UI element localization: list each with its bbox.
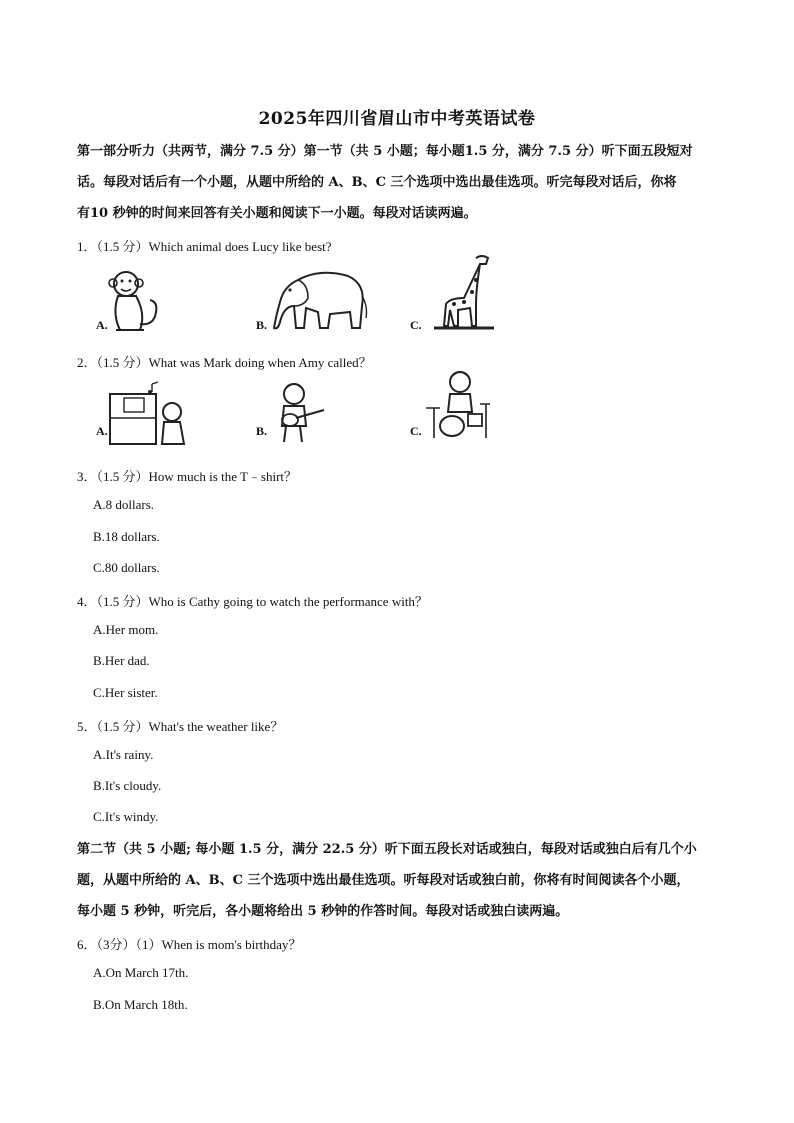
elephant-icon [270,266,370,338]
question-1-pictures [92,262,532,342]
option-a[interactable]: A.On March 17th. [93,965,189,980]
part1-instructions [77,136,717,229]
option-b[interactable]: B.It's cloudy. [93,778,162,793]
option-a[interactable]: A.It's rainy. [93,747,154,762]
part1-line: 话。每段对话后有一个小题，从题中所给的 A、B、C 三个选项中选出最佳选项。听完每段对话后，你将 [77,175,677,190]
option-b[interactable]: B.18 dollars. [93,529,160,544]
exam-title: 2025年四川省眉山市中考英语试卷 [258,109,536,129]
question-2-pictures [92,378,532,458]
option-letter: B. [256,318,268,332]
option-a[interactable]: A.Her mom. [93,622,159,637]
part2-instructions [77,834,717,927]
option-b-picture[interactable] [252,262,372,342]
question-1: 1．（1.5 分）Which animal does Lucy like best? [77,239,332,254]
option-a[interactable]: A.8 dollars. [93,497,155,512]
drummer-icon [422,368,492,440]
part1-line: 有10 秒钟的时间来回答有关小题和阅读下一小题。每段对话读两遍。 [77,206,477,221]
option-c-picture[interactable] [408,368,518,448]
option-b[interactable]: B.On March 18th. [93,997,188,1012]
part2-line: 每小题 5 秒钟，听完后，各小题将给出 5 秒钟的作答时间。每段对话或独白读两遍。 [77,904,569,919]
piano-player-icon [108,380,194,446]
part2-line: 第二节（共 5 小题; 每小题 1.5 分，满分 22.5 分）听下面五段长对话或独白，每段对话或独白后有几个小 [77,842,697,857]
option-a-picture[interactable] [92,262,182,342]
part1-line: 第一部分听力（共两节，满分 7.5 分）第一节（共 5 小题；每小题1.5 分，满分 7.5 分）听下面五段短对 [77,144,693,159]
part2-line: 题，从题中所给的 A、B、C 三个选项中选出最佳选项。听每段对话或独白前，你将有时间阅读各个小题， [77,873,690,888]
giraffe-icon [424,252,504,332]
option-a-picture[interactable] [92,378,202,448]
option-b-picture[interactable] [252,378,362,448]
monkey-icon [106,264,176,336]
option-b[interactable]: B.Her dad. [93,653,150,668]
question-5: 5．（1.5 分）What's the weather like？ [77,719,284,734]
option-letter: A. [96,424,108,438]
option-letter: C. [410,424,422,438]
option-c[interactable]: C.80 dollars. [93,560,160,575]
option-c[interactable]: C.Her sister. [93,685,158,700]
option-letter: B. [256,424,268,438]
guitar-player-icon [268,380,338,446]
question-2: 2．（1.5 分）What was Mark doing when Amy called？ [77,355,372,370]
option-c[interactable]: C.It's windy. [93,809,159,824]
option-c-picture[interactable] [408,252,508,342]
question-4: 4．（1.5 分）Who is Cathy going to watch the performance with？ [77,594,428,609]
question-6: 6．（3分）（1）When is mom's birthday？ [77,937,302,952]
option-letter: C. [410,318,422,332]
option-letter: A. [96,318,108,332]
question-3: 3．（1.5 分）How much is the T﹣shirt？ [77,469,298,484]
